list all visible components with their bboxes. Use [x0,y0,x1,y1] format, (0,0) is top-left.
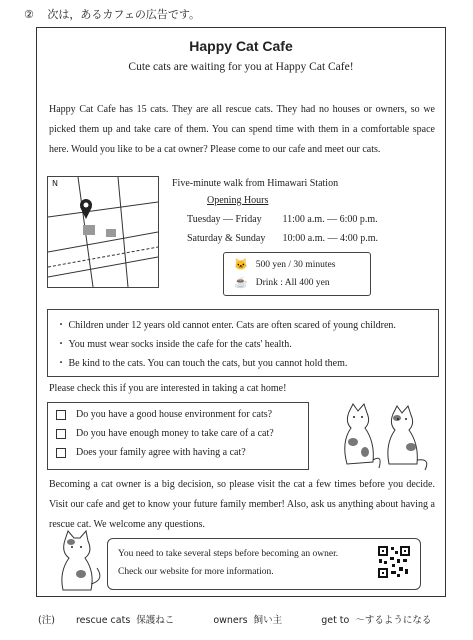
footnote-term-en: owners [213,615,248,626]
checklist-item[interactable] [56,409,272,420]
hours-days: Tuesday — Friday [187,214,262,225]
advertisement [36,27,446,597]
walk-info: Five-minute walk from Himawari Station [172,178,339,189]
callout-line: You need to take several steps before becoming an owner. [118,549,339,559]
question-header [24,6,200,22]
ad-closing: Becoming a cat owner is a big decision, so please visit the cat a few times before you decide. Visit our cafe and get to know your future family member! Also, ask us anything about having a rescue cat. We welcome any questions. [49,479,435,530]
price-fee: 500 yen / 30 minutes [255,259,336,270]
checklist-label: Do you have enough money to take care of a cat? [76,428,274,439]
checklist-item[interactable] [56,428,274,439]
ad-subtitle: Cute cats are waiting for you at Happy Cat Cafe! [128,61,354,73]
rule-item: ・ Be kind to the cats. You can touch the cats, but you cannot hold them. [56,358,348,369]
rule-item: ・ You must wear socks inside the cafe for the cats' health. [56,339,292,350]
ad-intro: Happy Cat Cafe has 15 cats. They are all rescue cats. They had no houses or owners, so we picked them up and take care of them. You can spend time with them in a comfortable space here. Would you like to be a cat owner? Please come to our cafe and meet our cats. [49,104,435,155]
price-drink: Drink : All 400 yen [255,277,330,288]
callout-line: Check our website for more information. [118,567,274,577]
footnote-term-ja: 保護ねこ [136,615,175,626]
map-image [47,176,159,288]
location-pin-icon [80,199,92,219]
hours-row [187,233,378,244]
footnote-term-en: get to [321,615,350,626]
qr-code-icon[interactable] [377,545,411,579]
cat-face-icon: 🐱 [234,259,248,271]
rule-item: ・ Children under 12 years old cannot enter. Cats are often scared of young children. [56,320,396,331]
website-callout [107,538,421,590]
north-marker: N [52,179,58,188]
checklist-label: Do you have a good house environment for cats? [76,409,273,420]
hours-time: 10:00 a.m. — 4:00 p.m. [282,233,379,244]
footnote-term-ja: 飼い主 [253,615,283,626]
footnote [38,612,467,626]
checkbox[interactable] [56,410,66,420]
price-drink-row [234,276,330,289]
checkbox[interactable] [56,448,66,458]
cat-illustration [47,528,107,594]
hours-row [187,214,378,225]
footnote-term-ja: ～するようになる [355,615,432,626]
ad-title: Happy Cat Cafe [189,38,293,54]
map-drawing [48,177,158,287]
question-number: ② [24,8,34,21]
hours-days: Saturday & Sunday [187,233,266,244]
price-fee-row [234,258,335,271]
hours-heading: Opening Hours [207,195,269,206]
checklist-item[interactable] [56,447,246,458]
footnote-term [76,615,192,626]
price-box [223,252,371,296]
footnote-label: (注) [38,615,55,626]
two-cats-illustration [327,402,439,472]
question-lead: 次は，あるカフェの広告です。 [47,8,200,21]
footnote-term [321,615,449,626]
hours-time: 11:00 a.m. — 6:00 p.m. [282,214,378,225]
cup-icon: ☕ [234,277,248,289]
rules-box [47,309,439,377]
check-lead: Please check this if you are interested in taking a cat home! [49,383,287,394]
footnote-term [213,615,300,626]
checklist-box [47,402,309,470]
checkbox[interactable] [56,429,66,439]
checklist-label: Does your family agree with having a cat? [76,447,246,458]
footnote-term-en: rescue cats [75,615,131,626]
